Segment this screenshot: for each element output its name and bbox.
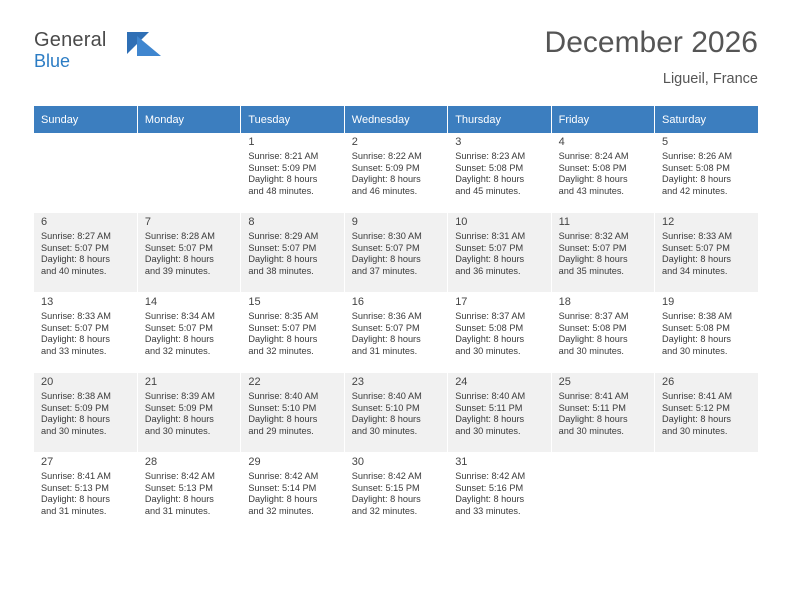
day-info-line: Sunset: 5:08 PM xyxy=(558,162,627,173)
day-cell-content xyxy=(345,373,447,449)
day-info-line: and 30 minutes. xyxy=(41,425,107,436)
calendar-day-cell[interactable] xyxy=(344,453,447,533)
logo-text-blue: Blue xyxy=(34,51,71,71)
day-number: 31 xyxy=(455,456,468,468)
day-info-line: and 42 minutes. xyxy=(662,185,728,196)
day-info-line: and 32 minutes. xyxy=(248,345,314,356)
day-info-line: and 30 minutes. xyxy=(351,425,418,436)
day-cell-content xyxy=(655,373,758,449)
day-info-line: Sunset: 5:09 PM xyxy=(41,402,109,413)
calendar-week-row xyxy=(34,373,758,453)
day-info-line: Daylight: 8 hours xyxy=(558,414,628,425)
day-info-line: Daylight: 8 hours xyxy=(662,254,731,265)
calendar-day-cell[interactable] xyxy=(344,293,447,373)
day-number: 12 xyxy=(662,216,675,228)
location-subtitle: Ligueil, France xyxy=(662,71,758,87)
calendar-day-cell[interactable] xyxy=(34,213,137,293)
calendar-day-cell[interactable] xyxy=(137,453,240,533)
day-cell-content xyxy=(241,373,343,449)
day-number: 16 xyxy=(351,296,365,308)
day-number: 29 xyxy=(248,456,261,468)
calendar-day-cell[interactable] xyxy=(655,213,758,293)
day-sun-info xyxy=(41,231,132,277)
day-info-line: and 40 minutes. xyxy=(41,265,107,276)
calendar-day-cell[interactable] xyxy=(448,293,551,373)
day-info-line: Sunset: 5:14 PM xyxy=(248,482,317,493)
day-number: 28 xyxy=(144,456,158,468)
day-info-line: Sunrise: 8:41 AM xyxy=(41,471,111,481)
day-number: 3 xyxy=(455,136,462,148)
day-sun-info xyxy=(248,151,338,197)
day-info-line: and 39 minutes. xyxy=(144,265,211,276)
weekday-header-friday: Friday xyxy=(551,106,654,133)
day-info-line: Sunset: 5:08 PM xyxy=(662,322,730,333)
day-sun-info xyxy=(145,311,235,357)
day-sun-info xyxy=(352,471,442,517)
day-info-line: Sunrise: 8:22 AM xyxy=(351,151,422,161)
day-cell-content xyxy=(34,213,137,289)
day-info-line: Sunrise: 8:30 AM xyxy=(351,231,422,241)
day-info-line: Daylight: 8 hours xyxy=(351,334,421,345)
day-info-line: Sunrise: 8:42 AM xyxy=(144,471,215,481)
weekday-header-sunday: Sunday xyxy=(34,106,137,133)
day-info-line: Sunset: 5:13 PM xyxy=(144,482,213,493)
day-number: 5 xyxy=(662,136,669,148)
weekday-header-tuesday: Tuesday xyxy=(241,106,344,133)
day-cell-content xyxy=(345,133,447,209)
day-cell-content xyxy=(552,133,654,209)
day-info-line: Daylight: 8 hours xyxy=(248,254,318,265)
calendar-day-cell[interactable] xyxy=(655,373,758,453)
day-info-line: Daylight: 8 hours xyxy=(558,334,628,345)
day-info-line: Sunrise: 8:21 AM xyxy=(248,151,319,161)
calendar-day-cell[interactable] xyxy=(448,453,551,533)
day-cell-content xyxy=(241,133,343,209)
day-info-line: Sunset: 5:09 PM xyxy=(248,162,317,173)
day-info-line: Sunrise: 8:24 AM xyxy=(558,151,629,161)
day-number: 23 xyxy=(351,376,365,388)
calendar-day-cell[interactable] xyxy=(551,133,654,213)
day-info-line: Sunrise: 8:42 AM xyxy=(455,471,526,481)
day-cell-content xyxy=(552,373,654,449)
day-info-line: and 48 minutes. xyxy=(248,185,314,196)
day-info-line: Sunset: 5:07 PM xyxy=(351,322,420,333)
day-info-line: and 32 minutes. xyxy=(351,505,418,516)
day-number: 11 xyxy=(558,216,571,228)
day-info-line: and 31 minutes. xyxy=(41,505,107,516)
day-cell-content xyxy=(241,293,343,369)
day-info-line: Sunrise: 8:29 AM xyxy=(248,231,319,241)
day-number: 18 xyxy=(558,296,571,308)
day-info-line: and 32 minutes. xyxy=(248,505,314,516)
day-number: 27 xyxy=(41,456,54,468)
day-number: 24 xyxy=(455,376,468,388)
day-info-line: and 31 minutes. xyxy=(144,505,211,516)
day-info-line: Sunset: 5:07 PM xyxy=(41,242,109,253)
day-number: 6 xyxy=(41,216,48,228)
calendar-day-cell[interactable] xyxy=(137,293,240,373)
day-info-line: and 30 minutes. xyxy=(558,425,624,436)
day-sun-info xyxy=(662,151,753,197)
day-info-line: and 46 minutes. xyxy=(351,185,418,196)
day-info-line: Sunrise: 8:40 AM xyxy=(248,391,319,401)
day-cell-content xyxy=(34,293,137,369)
day-info-line: Sunset: 5:07 PM xyxy=(144,242,213,253)
day-info-line: Sunset: 5:11 PM xyxy=(455,402,523,413)
day-info-line: and 45 minutes. xyxy=(455,185,521,196)
day-cell-content xyxy=(241,453,343,529)
day-sun-info xyxy=(662,311,753,357)
day-info-line: Daylight: 8 hours xyxy=(41,494,110,505)
day-info-line: Daylight: 8 hours xyxy=(558,174,628,185)
day-number: 25 xyxy=(558,376,571,388)
day-info-line: and 32 minutes. xyxy=(144,345,211,356)
day-cell-content xyxy=(552,293,654,369)
calendar-day-cell[interactable] xyxy=(241,293,344,373)
day-number: 4 xyxy=(558,136,565,148)
day-info-line: Sunrise: 8:31 AM xyxy=(455,231,526,241)
calendar-week-row xyxy=(34,293,758,373)
day-sun-info xyxy=(352,311,442,357)
calendar-day-cell[interactable] xyxy=(241,453,344,533)
day-sun-info xyxy=(145,231,235,277)
day-sun-info xyxy=(662,391,753,437)
day-info-line: Sunrise: 8:42 AM xyxy=(351,471,422,481)
day-info-line: and 35 minutes. xyxy=(558,265,624,276)
day-info-line: Daylight: 8 hours xyxy=(662,174,731,185)
day-info-line: Sunset: 5:10 PM xyxy=(248,402,317,413)
day-cell-content xyxy=(655,133,758,209)
day-info-line: Sunrise: 8:33 AM xyxy=(662,231,732,241)
day-sun-info xyxy=(352,231,442,277)
day-sun-info xyxy=(455,471,545,517)
day-info-line: Daylight: 8 hours xyxy=(248,494,318,505)
calendar-empty-cell xyxy=(551,453,654,533)
day-info-line: Daylight: 8 hours xyxy=(248,414,318,425)
day-info-line: Sunset: 5:07 PM xyxy=(558,242,627,253)
day-cell-content xyxy=(138,373,240,449)
day-cell-content xyxy=(241,213,343,289)
day-info-line: and 29 minutes. xyxy=(248,425,314,436)
day-info-line: Sunrise: 8:41 AM xyxy=(558,391,629,401)
day-info-line: Daylight: 8 hours xyxy=(144,414,214,425)
page-title: December 2026 xyxy=(544,26,758,59)
day-sun-info xyxy=(455,151,545,197)
day-info-line: Sunrise: 8:37 AM xyxy=(558,311,629,321)
day-cell-content xyxy=(345,293,447,369)
day-info-line: and 30 minutes. xyxy=(144,425,211,436)
day-info-line: Daylight: 8 hours xyxy=(351,174,421,185)
day-info-line: and 30 minutes. xyxy=(455,345,521,356)
weekday-header-wednesday: Wednesday xyxy=(344,106,447,133)
day-info-line: Sunrise: 8:40 AM xyxy=(351,391,422,401)
day-info-line: Sunrise: 8:23 AM xyxy=(455,151,526,161)
calendar-day-cell[interactable] xyxy=(34,293,137,373)
day-info-line: and 30 minutes. xyxy=(558,345,624,356)
day-info-line: Daylight: 8 hours xyxy=(662,334,731,345)
day-info-line: Sunrise: 8:41 AM xyxy=(662,391,732,401)
day-info-line: Sunrise: 8:39 AM xyxy=(144,391,215,401)
day-number: 8 xyxy=(248,216,255,228)
day-info-line: Sunrise: 8:36 AM xyxy=(351,311,422,321)
day-info-line: and 38 minutes. xyxy=(248,265,314,276)
calendar-day-cell[interactable] xyxy=(241,373,344,453)
day-info-line: Daylight: 8 hours xyxy=(662,414,731,425)
day-cell-content xyxy=(655,293,758,369)
day-info-line: Sunset: 5:08 PM xyxy=(662,162,730,173)
day-cell-content xyxy=(138,453,240,529)
day-cell-content xyxy=(138,213,240,289)
day-number: 13 xyxy=(41,296,54,308)
day-info-line: and 30 minutes. xyxy=(455,425,521,436)
day-info-line: Sunrise: 8:40 AM xyxy=(455,391,526,401)
calendar-day-cell[interactable] xyxy=(344,373,447,453)
weekday-header-saturday: Saturday xyxy=(655,106,758,133)
day-info-line: Sunset: 5:08 PM xyxy=(455,322,524,333)
day-info-line: Daylight: 8 hours xyxy=(558,254,628,265)
day-info-line: Sunset: 5:07 PM xyxy=(248,242,317,253)
flag-icon xyxy=(127,32,163,58)
title-block xyxy=(545,26,758,89)
day-sun-info xyxy=(41,311,132,357)
day-info-line: Daylight: 8 hours xyxy=(144,334,214,345)
day-number: 26 xyxy=(662,376,675,388)
day-cell-content xyxy=(552,453,654,529)
page-header xyxy=(34,26,758,98)
day-info-line: Sunrise: 8:42 AM xyxy=(248,471,319,481)
day-cell-content xyxy=(34,133,137,209)
day-info-line: Daylight: 8 hours xyxy=(351,494,421,505)
day-cell-content xyxy=(34,373,137,449)
day-info-line: Sunrise: 8:38 AM xyxy=(662,311,732,321)
calendar-week-row xyxy=(34,213,758,293)
day-info-line: Daylight: 8 hours xyxy=(144,254,214,265)
day-info-line: Sunset: 5:16 PM xyxy=(455,482,524,493)
day-cell-content xyxy=(655,213,758,289)
day-info-line: and 30 minutes. xyxy=(662,345,728,356)
day-sun-info xyxy=(662,231,753,277)
day-sun-info xyxy=(455,391,545,437)
day-cell-content xyxy=(138,293,240,369)
calendar-day-cell[interactable] xyxy=(34,453,137,533)
calendar-empty-cell xyxy=(137,133,240,213)
day-info-line: Sunset: 5:12 PM xyxy=(662,402,730,413)
calendar-table xyxy=(34,106,758,533)
day-number: 19 xyxy=(662,296,675,308)
day-info-line: Daylight: 8 hours xyxy=(41,334,110,345)
day-sun-info xyxy=(248,311,338,357)
day-info-line: Daylight: 8 hours xyxy=(41,254,110,265)
calendar-day-cell[interactable] xyxy=(137,213,240,293)
day-info-line: Sunset: 5:07 PM xyxy=(248,322,317,333)
day-info-line: Daylight: 8 hours xyxy=(351,254,421,265)
calendar-day-cell[interactable] xyxy=(241,213,344,293)
day-info-line: Daylight: 8 hours xyxy=(455,334,525,345)
day-info-line: and 31 minutes. xyxy=(351,345,418,356)
day-sun-info xyxy=(248,231,338,277)
weekday-header-thursday: Thursday xyxy=(448,106,551,133)
calendar-empty-cell xyxy=(655,453,758,533)
day-sun-info xyxy=(559,311,649,357)
day-sun-info xyxy=(352,391,442,437)
day-cell-content xyxy=(138,133,240,209)
day-info-line: and 37 minutes. xyxy=(351,265,418,276)
day-info-line: Sunset: 5:09 PM xyxy=(144,402,213,413)
day-sun-info xyxy=(41,391,132,437)
calendar-day-cell[interactable] xyxy=(344,213,447,293)
day-sun-info xyxy=(248,471,338,517)
calendar-week-row xyxy=(34,453,758,533)
day-number: 20 xyxy=(41,376,54,388)
calendar-day-cell[interactable] xyxy=(137,373,240,453)
day-info-line: Sunrise: 8:34 AM xyxy=(144,311,215,321)
day-info-line: Daylight: 8 hours xyxy=(351,414,421,425)
day-cell-content xyxy=(448,133,550,209)
day-info-line: Daylight: 8 hours xyxy=(455,494,525,505)
calendar-day-cell[interactable] xyxy=(34,373,137,453)
day-info-line: Sunrise: 8:37 AM xyxy=(455,311,526,321)
day-sun-info xyxy=(455,311,545,357)
calendar-day-cell[interactable] xyxy=(551,373,654,453)
day-info-line: Sunrise: 8:33 AM xyxy=(41,311,111,321)
day-info-line: and 43 minutes. xyxy=(558,185,624,196)
day-number: 7 xyxy=(144,216,152,228)
day-cell-content xyxy=(345,213,447,289)
day-cell-content xyxy=(34,453,137,529)
day-sun-info xyxy=(352,151,442,197)
logo[interactable] xyxy=(34,30,224,71)
day-info-line: Sunset: 5:10 PM xyxy=(351,402,420,413)
day-number: 14 xyxy=(144,296,158,308)
calendar-day-cell[interactable] xyxy=(448,373,551,453)
day-number: 2 xyxy=(351,136,358,148)
calendar-day-cell[interactable] xyxy=(344,133,447,213)
calendar-day-cell[interactable] xyxy=(241,133,344,213)
calendar-week-row xyxy=(34,133,758,213)
weekday-header-row xyxy=(34,106,758,133)
day-info-line: Sunset: 5:08 PM xyxy=(455,162,524,173)
day-cell-content xyxy=(448,373,550,449)
day-info-line: Sunset: 5:07 PM xyxy=(455,242,524,253)
day-info-line: Sunrise: 8:27 AM xyxy=(41,231,111,241)
day-info-line: Sunset: 5:07 PM xyxy=(662,242,730,253)
day-info-line: Daylight: 8 hours xyxy=(248,174,318,185)
day-info-line: Sunrise: 8:35 AM xyxy=(248,311,319,321)
day-info-line: Sunrise: 8:38 AM xyxy=(41,391,111,401)
day-sun-info xyxy=(455,231,545,277)
day-number: 30 xyxy=(351,456,365,468)
day-number: 10 xyxy=(455,216,468,228)
day-info-line: and 36 minutes. xyxy=(455,265,521,276)
day-info-line: Sunrise: 8:28 AM xyxy=(144,231,215,241)
day-info-line: and 30 minutes. xyxy=(662,425,728,436)
calendar-day-cell[interactable] xyxy=(655,133,758,213)
day-cell-content xyxy=(552,213,654,289)
day-info-line: Sunset: 5:08 PM xyxy=(558,322,627,333)
calendar-day-cell[interactable] xyxy=(655,293,758,373)
day-info-line: Sunset: 5:09 PM xyxy=(351,162,420,173)
calendar-day-cell[interactable] xyxy=(448,133,551,213)
day-cell-content xyxy=(448,213,550,289)
day-info-line: Daylight: 8 hours xyxy=(455,254,525,265)
day-number: 9 xyxy=(351,216,358,228)
day-sun-info xyxy=(145,471,235,517)
day-info-line: Sunset: 5:13 PM xyxy=(41,482,109,493)
day-info-line: Sunset: 5:07 PM xyxy=(144,322,213,333)
weekday-header-monday: Monday xyxy=(137,106,240,133)
day-sun-info xyxy=(248,391,338,437)
day-info-line: Sunrise: 8:26 AM xyxy=(662,151,732,161)
day-sun-info xyxy=(559,391,649,437)
day-info-line: Sunset: 5:07 PM xyxy=(351,242,420,253)
day-number: 17 xyxy=(455,296,468,308)
day-sun-info xyxy=(559,151,649,197)
day-info-line: Daylight: 8 hours xyxy=(41,414,110,425)
day-info-line: Sunset: 5:07 PM xyxy=(41,322,109,333)
day-info-line: and 34 minutes. xyxy=(662,265,728,276)
day-info-line: Daylight: 8 hours xyxy=(248,334,318,345)
calendar-day-cell[interactable] xyxy=(448,213,551,293)
day-info-line: Daylight: 8 hours xyxy=(144,494,214,505)
logo-text-general: General xyxy=(34,29,107,51)
calendar-day-cell[interactable] xyxy=(551,213,654,293)
day-info-line: and 33 minutes. xyxy=(41,345,107,356)
day-info-line: Daylight: 8 hours xyxy=(455,174,525,185)
day-info-line: Daylight: 8 hours xyxy=(455,414,525,425)
day-info-line: and 33 minutes. xyxy=(455,505,521,516)
day-sun-info xyxy=(145,391,235,437)
day-cell-content xyxy=(345,453,447,529)
day-cell-content xyxy=(655,453,758,529)
day-number: 22 xyxy=(248,376,261,388)
calendar-day-cell[interactable] xyxy=(551,293,654,373)
day-sun-info xyxy=(41,471,132,517)
day-number: 21 xyxy=(144,376,158,388)
day-info-line: Sunset: 5:15 PM xyxy=(351,482,420,493)
day-cell-content xyxy=(448,453,550,529)
day-info-line: Sunset: 5:11 PM xyxy=(558,402,626,413)
day-cell-content xyxy=(448,293,550,369)
day-number: 1 xyxy=(248,136,255,148)
day-info-line: Sunrise: 8:32 AM xyxy=(558,231,629,241)
day-sun-info xyxy=(559,231,649,277)
calendar-empty-cell xyxy=(34,133,137,213)
day-number: 15 xyxy=(248,296,261,308)
